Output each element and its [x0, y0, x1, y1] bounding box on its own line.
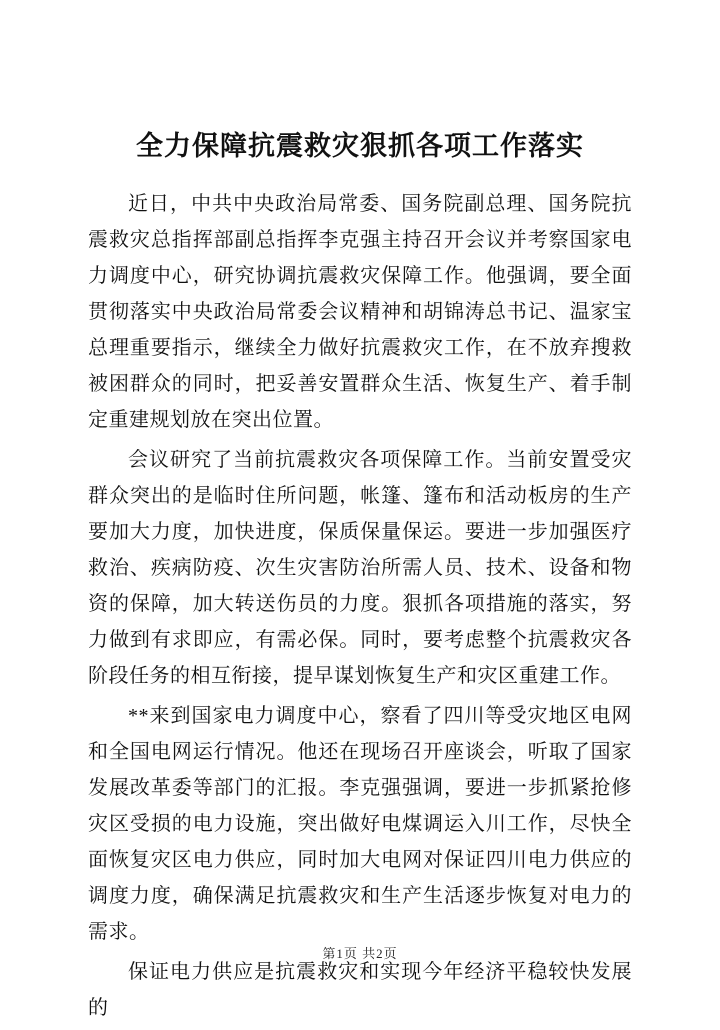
paragraph-1: 近日，中共中央政治局常委、国务院副总理、国务院抗震救灾总指挥部副总指挥李克强主持召开会议并考察国家电力调度中心，研究协调抗震救灾保障工作。他强调，要全面贯彻落实中央政治局常委会议精神和胡锦涛总书记、温家宝总理重要指示，继续全力做好抗震救灾工作，在不放弃搜救被困群众的同时，把妥善安置群众生活、恢复生产、着手制定重建规划放在突出位置。: [88, 193, 632, 431]
document-body: [88, 186, 632, 1030]
page-number-footer: 第1页 共2页: [322, 946, 398, 961]
document-title: 全力保障抗震救灾狠抓各项工作落实: [136, 131, 584, 161]
paragraph-3: **来到国家电力调度中心，察看了四川等受灾地区电网和全国电网运行情况。他还在现场召开座谈会，听取了国家发展改革委等部门的汇报。李克强强调，要进一步抓紧抢修灾区受损的电力设施，突出做好电煤调运入川工作，尽快全面恢复灾区电力供应，同时加大电网对保证四川电力供应的调度力度，确保满足抗震救灾和生产生活逐步恢复对电力的需求。: [88, 705, 632, 943]
paragraph-2: 会议研究了当前抗震救灾各项保障工作。当前安置受灾群众突出的是临时住所问题，帐篷、篷布和活动板房的生产要加大力度，加快进度，保质保量保运。要进一步加强医疗救治、疾病防疫、次生灾害防治所需人员、技术、设备和物资的保障，加大转送伤员的力度。狠抓各项措施的落实，努力做到有求即应，有需必保。同时，要考虑整个抗震救灾各阶段任务的相互衔接，提早谋划恢复生产和灾区重建工作。: [88, 449, 632, 687]
paragraph-4: 保证电力供应是抗震救灾和实现今年经济平稳较快发展的: [88, 961, 632, 1019]
